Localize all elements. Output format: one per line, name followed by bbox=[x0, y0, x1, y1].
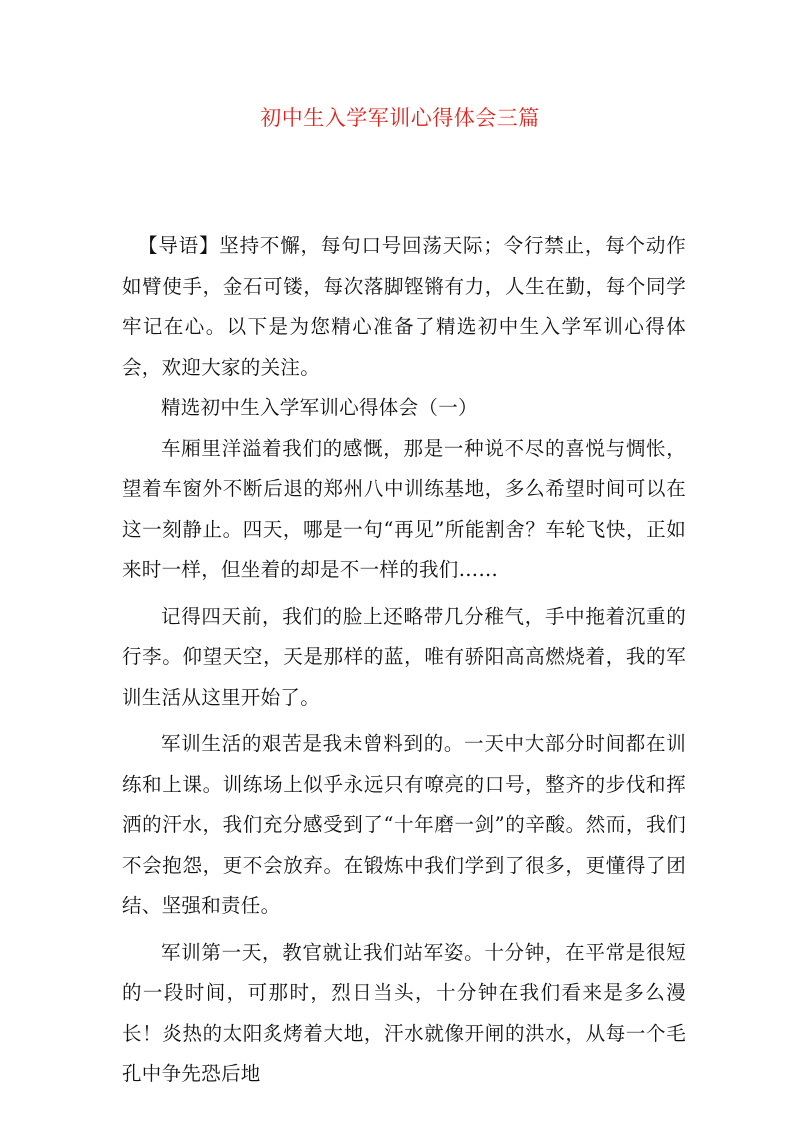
body-paragraph: 军训生活的艰苦是我未曾料到的。一天中大部分时间都在训练和上课。训练场上似乎永远只有嘹亮的口号，整齐的步伐和挥洒的汗水，我们充分感受到了“十年磨一剑”的辛酸。然而，我们不会抱怨，更不会放弃。在锻炼中我们学到了很多，更懂得了团结、坚强和责任。 bbox=[122, 732, 686, 917]
document-body bbox=[122, 226, 686, 1095]
document-title: 初中生入学军训心得体会三篇 bbox=[260, 106, 540, 130]
body-paragraph: 车厢里洋溢着我们的感慨，那是一种说不尽的喜悦与惆怅，望着车窗外不断后退的郑州八中训练基地，多么希望时间可以在这一刻静止。四天，哪是一句“再见”所能割舍？车轮飞快，正如来时一样，但坐着的却是不一样的我们…… bbox=[122, 436, 686, 581]
section-heading: 精选初中生入学军训心得体会（一） bbox=[161, 396, 478, 419]
intro-paragraph: 【导语】坚持不懈，每句口号回荡天际；令行禁止，每个动作如臂使手，金石可镂，每次落脚铿锵有力，人生在勤，每个同学牢记在心。以下是为您精心准备了精选初中生入学军训心得体会，欢迎大家的关注。 bbox=[122, 234, 686, 379]
body-paragraph: 记得四天前，我们的脸上还略带几分稚气，手中拖着沉重的行李。仰望天空，天是那样的蓝，唯有骄阳高高燃烧着，我的军训生活从这里开始了。 bbox=[122, 604, 686, 709]
body-paragraph: 军训第一天，教官就让我们站军姿。十分钟，在平常是很短的一段时间，可那时，烈日当头，十分钟在我们看来是多么漫长！炎热的太阳炙烤着大地，汗水就像开闸的洪水，从每一个毛孔中争先恐后地 bbox=[122, 940, 686, 1085]
